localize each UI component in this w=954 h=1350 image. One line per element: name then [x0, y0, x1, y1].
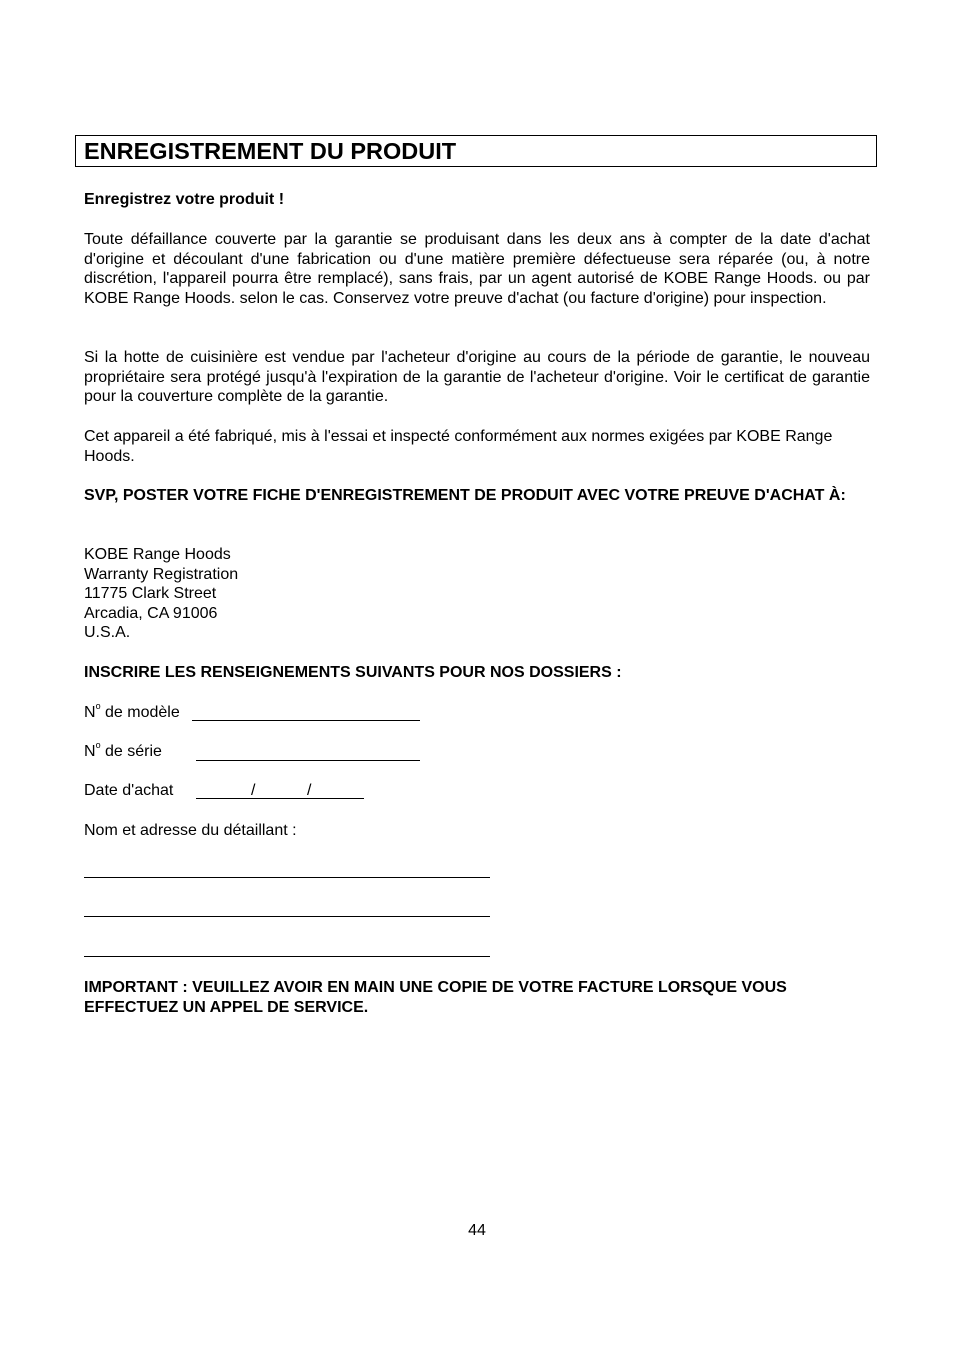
register-subtitle: Enregistrez votre produit ! [84, 191, 285, 208]
number-superscript: o [95, 701, 101, 711]
address-line: U.S.A. [84, 624, 131, 642]
retailer-label: Nom et adresse du détaillant : [84, 822, 297, 839]
address-line: KOBE Range Hoods [84, 546, 231, 563]
serial-number-label [84, 742, 162, 761]
number-abbrev: N [84, 743, 96, 760]
number-superscript: o [95, 740, 101, 750]
model-number-label [84, 703, 180, 722]
purchase-date-label: Date d'achat [84, 782, 174, 799]
date-separator: / [307, 782, 312, 799]
retailer-line-2[interactable] [84, 916, 490, 917]
purchase-date-field[interactable] [196, 798, 364, 799]
mailing-address [84, 545, 238, 643]
serial-number-field[interactable] [196, 760, 420, 761]
transfer-paragraph: Si la hotte de cuisinière est vendue par l'acheteur d'origine au cours de la période de garantie, le nouveau propriétaire sera protégé jusqu'à l'expiration de la garantie de l'acheteur d'origine. Voir le certificat de garantie pour la couverture complète de la garantie. [84, 349, 870, 406]
page-number: 44 [468, 1222, 486, 1239]
important-notice: IMPORTANT : VEUILLEZ AVOIR EN MAIN UNE COPIE DE VOTRE FACTURE LORSQUE VOUS EFFECTUEZ UN APPEL DE SERVICE. [84, 979, 787, 1016]
number-abbrev: N [84, 704, 96, 721]
address-line: Warranty Registration [84, 565, 239, 583]
serial-label-text: de série [100, 743, 162, 760]
address-line: Arcadia, CA 91006 [84, 604, 218, 622]
warranty-paragraph: Toute défaillance couverte par la garantie se produisant dans les deux ans à compter de la date d'achat d'origine et découlant d'une fabrication ou d'une matière première défectueuse sera réparée (ou, à notre discrétion, l'appareil pourra être remplacé), sans frais, par un agent autorisé de KOBE Range Hoods. ou par KOBE Range Hoods. selon le cas. Conservez votre preuve d'achat (ou facture d'origine) pour inspection. [84, 231, 870, 307]
page-title: ENREGISTREMENT DU PRODUIT [75, 135, 877, 167]
model-label-text: de modèle [100, 704, 180, 721]
model-number-field[interactable] [192, 720, 420, 721]
retailer-line-1[interactable] [84, 877, 490, 878]
mail-instruction: SVP, POSTER VOTRE FICHE D'ENREGISTREMENT DE PRODUIT AVEC VOTRE PREUVE D'ACHAT À: [84, 487, 846, 504]
date-separator: / [251, 782, 256, 799]
address-line: 11775 Clark Street [84, 585, 217, 603]
records-heading: INSCRIRE LES RENSEIGNEMENTS SUIVANTS POUR NOS DOSSIERS : [84, 664, 622, 681]
retailer-line-3[interactable] [84, 956, 490, 957]
manufacture-paragraph: Cet appareil a été fabriqué, mis à l'essai et inspecté conformément aux normes exigées par KOBE Range Hoods. [84, 428, 833, 465]
